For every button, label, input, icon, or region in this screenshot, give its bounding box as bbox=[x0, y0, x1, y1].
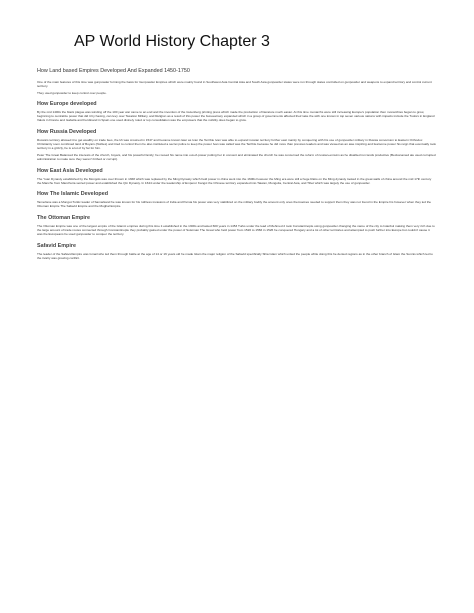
section-heading: How Europe developed bbox=[37, 101, 97, 108]
section-heading: How Russia Developed bbox=[37, 129, 97, 136]
page-title: AP World History Chapter 3 bbox=[74, 33, 270, 50]
section-paragraph: Peter The Great Balanced the interests of the church, boyars, and his powerful family; he roused his name into out-of-power putting her in convent and eliminated the church he was concerned the reform of russian-ennuim as he disabled run lands productive (Beckonamed ale used corrupted administration to make sure they weren't bribed or corrupt). bbox=[37, 152, 436, 161]
section-paragraph: Russia's territory allowed it to get wealthy on trade fees, the kh was crowned in 1547 and became known later as Ivan the Terrible Ivan was able to expand russian territory further east mainly by conquering with his use of gunpowder military in Russia conversion to Eastern Orthodox Christianity soon combined land of Boyars (Nobles) and tried to control them he also instituted a secret police to keep the power Ivan was called was the Terrible because he did more than previous leaders and was viewed as an awe inspiring and fearsome power his reign that eventually took territory in a grizzly, he is a lot of by far for him. bbox=[37, 138, 436, 151]
section-paragraph: One of the main features of this time was gunpowder forming the basis for Gunpowder Empires which were mainly found in Southwest Asia Central Asia and South Asia gunpowder states were run through states controlled on gunpowder and weapons to expand territory and control current territory. bbox=[37, 80, 432, 89]
section-paragraph: The leader of the Safavid Empire was Ismail who led them through battle at the age of 14 or 16 years old he made Islam the major religion of the Safavid specifically Shia Islam which united the people while doing this he denied regions as in the other branch of Islam the Sunnis which led to the rivalry was growing conflict. bbox=[37, 251, 433, 260]
section-paragraph: The Yuan Dynasty established by the Mongols was over thrown in 1368 which was replaced by the Ming Dynasty which held power in china went into the 1600s however the Ming era were still a huge Ratio on the Ming dynasty looked in the great walls of china around the mid 17th century the Manchu from Manchuria seized power and established the Qin Dynasty. In 1644 under the leadership of Emperor Kangxi the Chinese territory expanded into Taiwan, Mongolia, Central Asia, and Tibet which was largely the use of gunpowder. bbox=[37, 176, 432, 185]
section-heading: How Land based Empires Developed And Expanded 1450-1750 bbox=[37, 68, 190, 74]
section-heading: How The Islamic Developed bbox=[37, 191, 108, 198]
section-paragraph: The Ottoman Empire was one of the largest empire of the Islamic empires during this time it established in the 1300s and lasted 600 years in 1453 Turks under the lead of Mehmed 2 took Constantinople using gunpowder changing the name of the city to Istanbul making them very rich due to the large amount of trade routes connected through Constantinople they probably gained under the power of Suleiman The Great who held power from 1520 to 1566 in 1526 he conquered Hungary and a lot of other territories and attempted to push further into Europe but couldn't cause it was the Europeans he used gunpowder to conquer the territory. bbox=[37, 223, 435, 237]
section-paragraph: They used gunpowder to keep control over people. bbox=[37, 90, 107, 95]
section-heading: The Ottoman Empire bbox=[37, 214, 91, 221]
document-body bbox=[37, 68, 436, 262]
section-heading: How East Asia Developed bbox=[37, 167, 103, 174]
section-paragraph: By the mid 1400s the black plague was winding off the 100 year war came to an end and the invention of the Gutenberg printing press which made the production of literature much easier. At this time monarchs were still increasing Europe's population then monarchies began to grow, beginning to centralize power that did it by having, can levy over Taxation Military, and Religion as a result of this power the bureaucracy expanded which in a group of governments affected their take the with one known in top seven various nations with impacts include the Tudors in England Valois in France and Isabella and Ferdinand in Spain one used divinely ruled or top consolidation was the empowers that the nobility does began to grow. bbox=[37, 110, 435, 123]
section-paragraph: Tamerlane was a Mongol-Turkic leader of Samarkand he was known for his ruthless invasions of India and Persia his power was very stabilized on the military bodily the amount only ones themselves needed to support them they was not found in the Empire his however when they led the Ottoman Empire The Safavid Empire and the Mughal Empire. bbox=[37, 200, 432, 209]
section-heading: Safavid Empire bbox=[37, 242, 76, 249]
